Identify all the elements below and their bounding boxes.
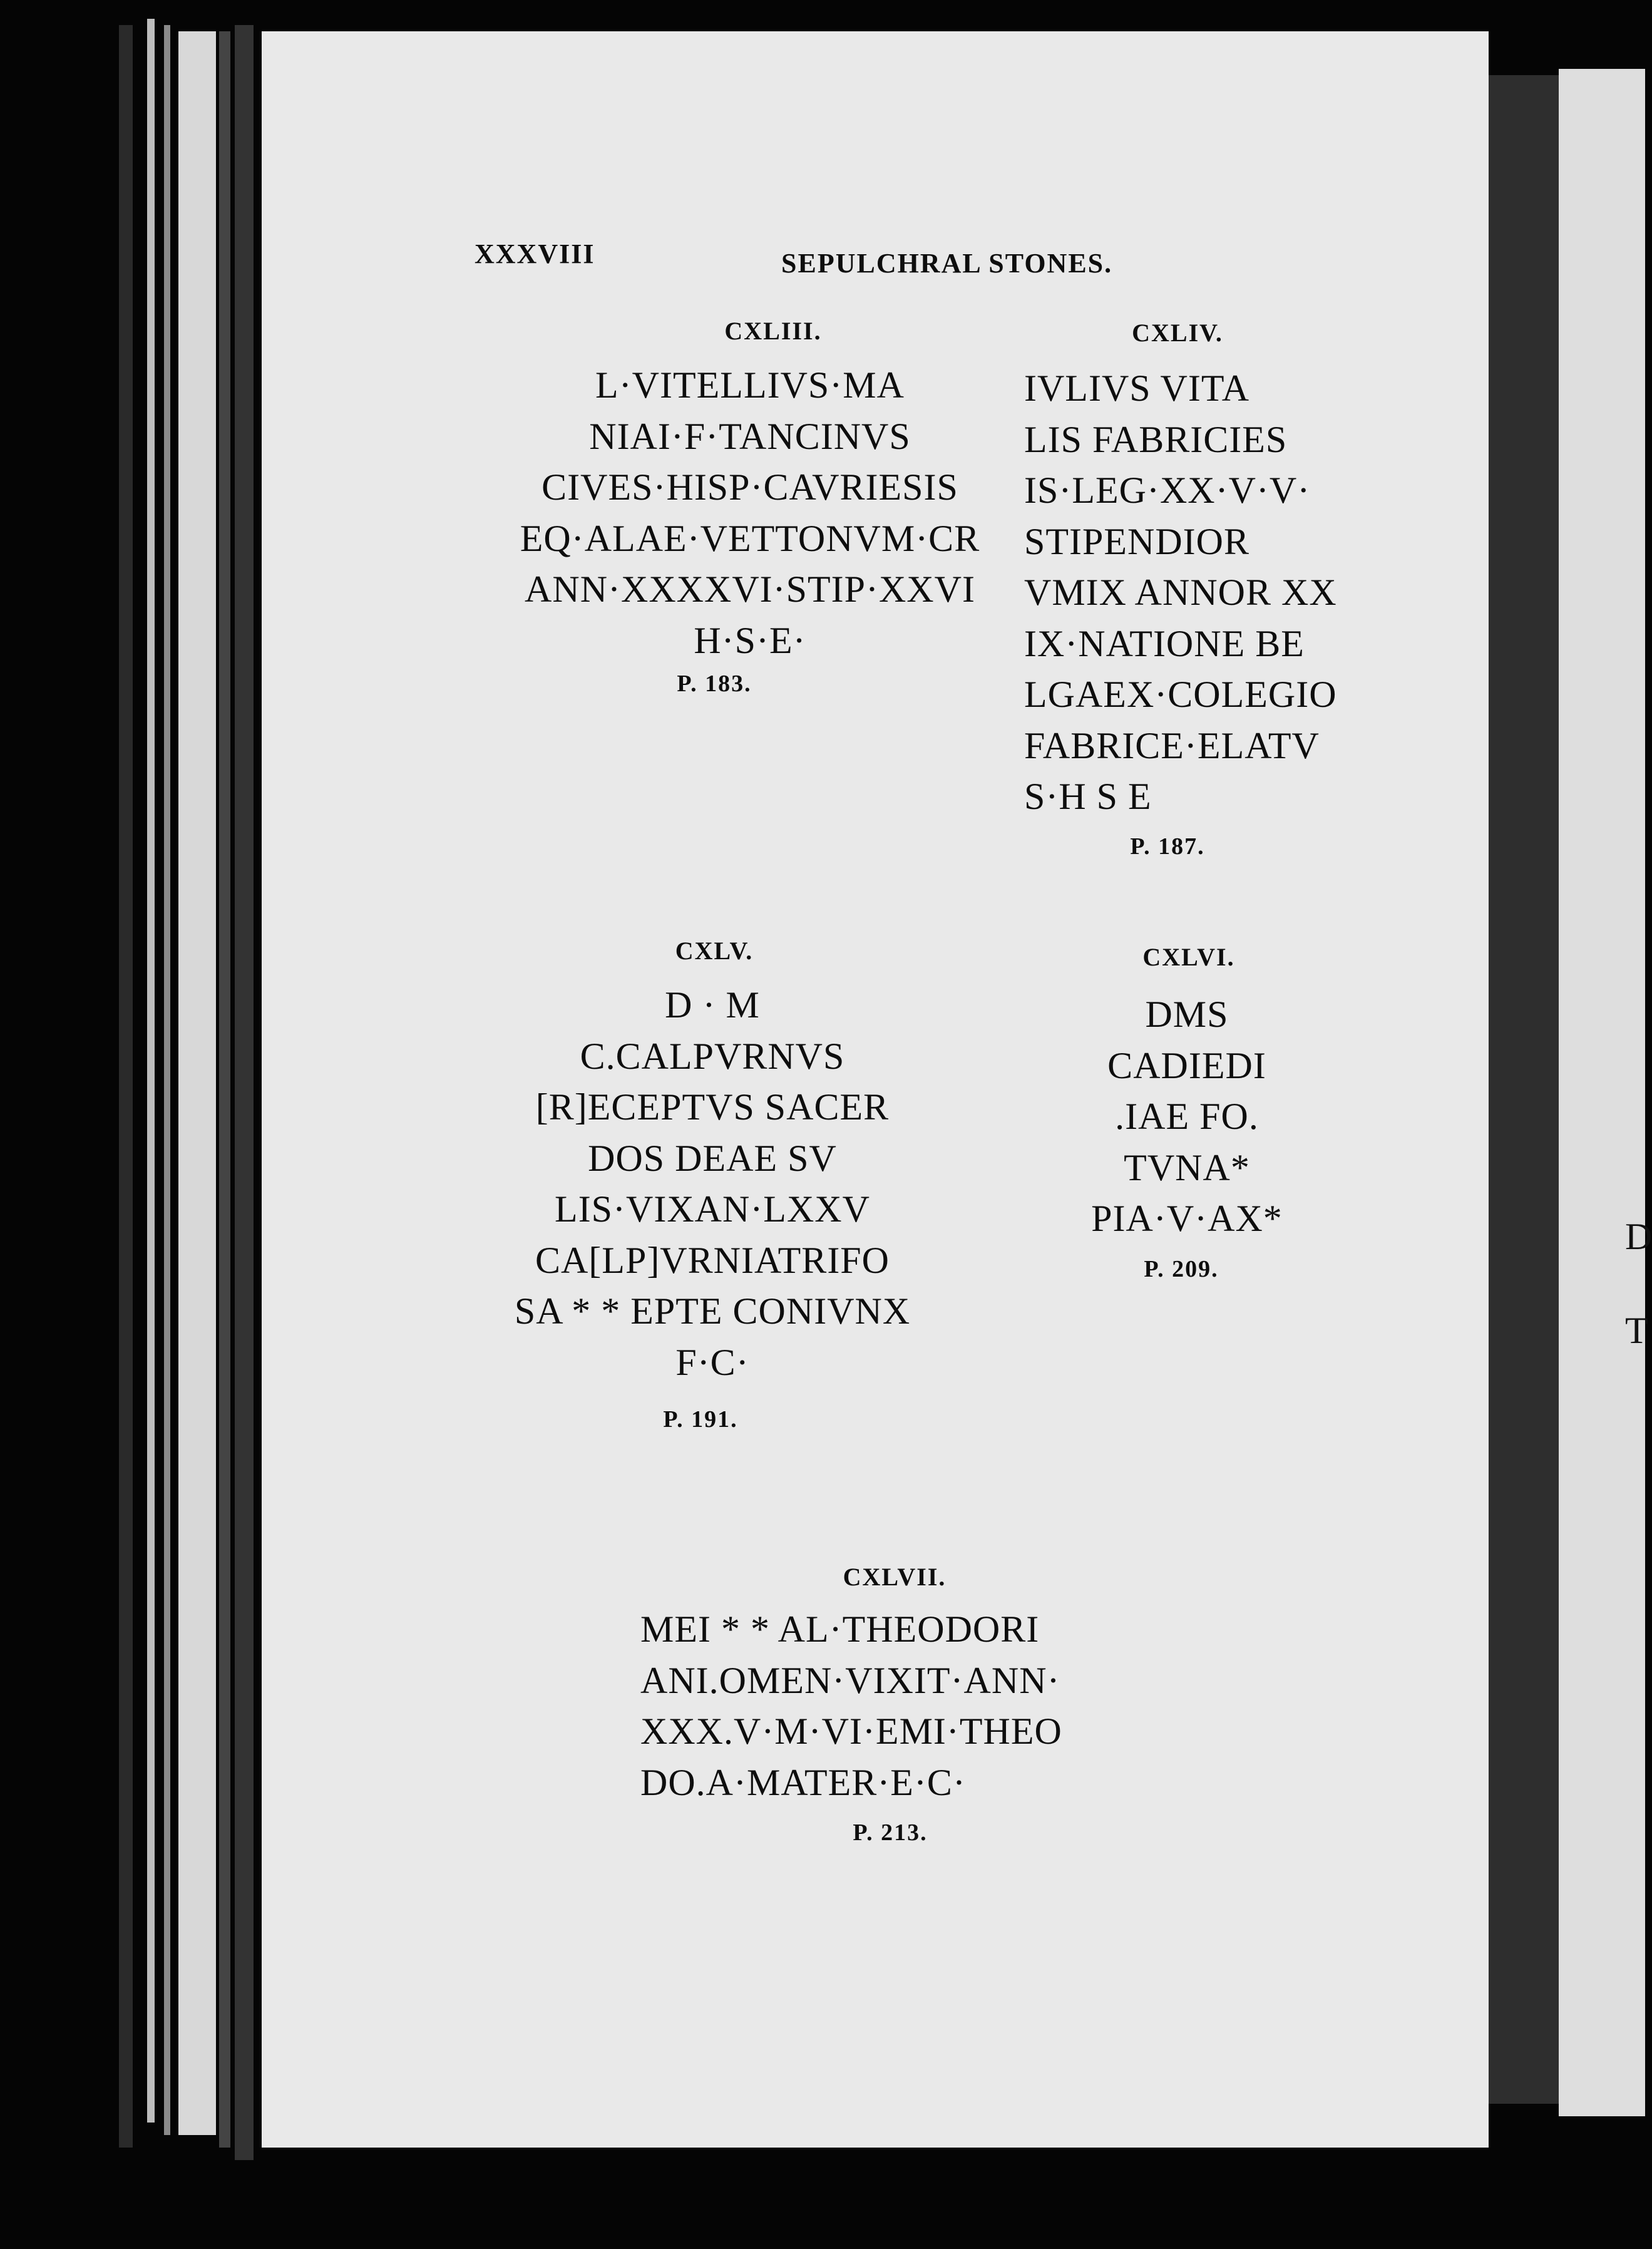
- next-page-letter: D: [1625, 1216, 1652, 1257]
- inscription-text: [520, 360, 980, 666]
- running-title: SEPULCHRAL STONES.: [781, 248, 1113, 279]
- inscription-line: CA[LP]VRNIATRIFO: [535, 1239, 890, 1281]
- inscription-line: IX·NATIONE BE: [1024, 622, 1305, 664]
- inscription-line: IS·LEG·XX·V·V·: [1024, 470, 1311, 511]
- inscription-line: .IAE FO.: [1115, 1096, 1259, 1137]
- inscription-line: SA * * EPTE CONIVNX: [514, 1290, 911, 1332]
- inscription-line: IVLIVS VITA: [1024, 368, 1250, 409]
- inscription-line: D · M: [665, 984, 760, 1026]
- inscription-line: H·S·E·: [694, 619, 806, 661]
- inscription-line: [R]ECEPTVS SACER: [535, 1086, 890, 1128]
- inscription-text: [640, 1604, 1062, 1808]
- inscription-line: CIVES·HISP·CAVRIESIS: [541, 466, 958, 508]
- inscription-line: L·VITELLIVS·MA: [595, 364, 905, 406]
- book-edge: [164, 25, 170, 2135]
- inscription-line: ANI.OMEN·VIXIT·ANN·: [640, 1659, 1060, 1701]
- inscription-line: DMS: [1145, 994, 1229, 1035]
- next-page-edge: [1559, 69, 1645, 2116]
- book-edge: [147, 19, 155, 2123]
- inscription-text: [1091, 989, 1283, 1245]
- page-reference: P. 213.: [853, 1819, 928, 1846]
- page-reference: P. 183.: [677, 671, 752, 697]
- inscription-line: LIS FABRICIES: [1024, 418, 1288, 460]
- next-page-letter: T: [1625, 1310, 1648, 1351]
- gutter-shadow: [1487, 75, 1562, 2104]
- page-reference: P. 209.: [1144, 1256, 1219, 1282]
- inscription-number: CXLVII.: [843, 1563, 947, 1591]
- book-edge: [235, 25, 254, 2160]
- inscription-number: CXLV.: [675, 937, 754, 965]
- inscription-line: MEI * * AL·THEODORI: [640, 1608, 1040, 1650]
- inscription-line: F·C·: [675, 1341, 749, 1383]
- book-edge: [119, 25, 133, 2148]
- inscription-line: PIA·V·AX*: [1091, 1198, 1283, 1239]
- next-page-letters: [1625, 1190, 1650, 1377]
- inscription-number: CXLIII.: [724, 317, 822, 345]
- inscription-line: DOS DEAE SV: [588, 1137, 837, 1179]
- inscription-line: LGAEX·COLEGIO: [1024, 674, 1337, 715]
- inscription-number: CXLVI.: [1142, 943, 1235, 971]
- inscription-line: EQ·ALAE·VETTONVM·CR: [520, 517, 980, 559]
- inscription-line: TVNA*: [1124, 1146, 1250, 1188]
- inscription-line: DO.A·MATER·E·C·: [640, 1761, 966, 1803]
- inscription-line: FABRICE·ELATV: [1024, 724, 1320, 766]
- book-edge: [178, 31, 216, 2135]
- inscription-line: LIS·VIXAN·LXXV: [555, 1188, 870, 1230]
- inscription-text: [515, 980, 910, 1388]
- inscription-line: XXX.V·M·VI·EMI·THEO: [640, 1711, 1062, 1752]
- inscription-line: NIAI·F·TANCINVS: [589, 415, 911, 457]
- page-reference: P. 191.: [663, 1406, 738, 1433]
- inscription-line: S·H S E: [1024, 776, 1152, 817]
- inscription-line: ANN·XXXXVI·STIP·XXVI: [525, 569, 975, 610]
- inscription-number: CXLIV.: [1132, 319, 1223, 347]
- inscription-line: C.CALPVRNVS: [580, 1035, 845, 1077]
- inscription-line: VMIX ANNOR XX: [1024, 572, 1337, 613]
- inscription-line: CADIEDI: [1107, 1044, 1266, 1086]
- inscription-text: [1024, 363, 1337, 823]
- book-edge: [219, 31, 230, 2148]
- page-number: XXXVIII: [475, 239, 595, 269]
- inscription-line: STIPENDIOR: [1024, 520, 1250, 562]
- page-reference: P. 187.: [1130, 833, 1205, 860]
- book-page: [262, 31, 1489, 2148]
